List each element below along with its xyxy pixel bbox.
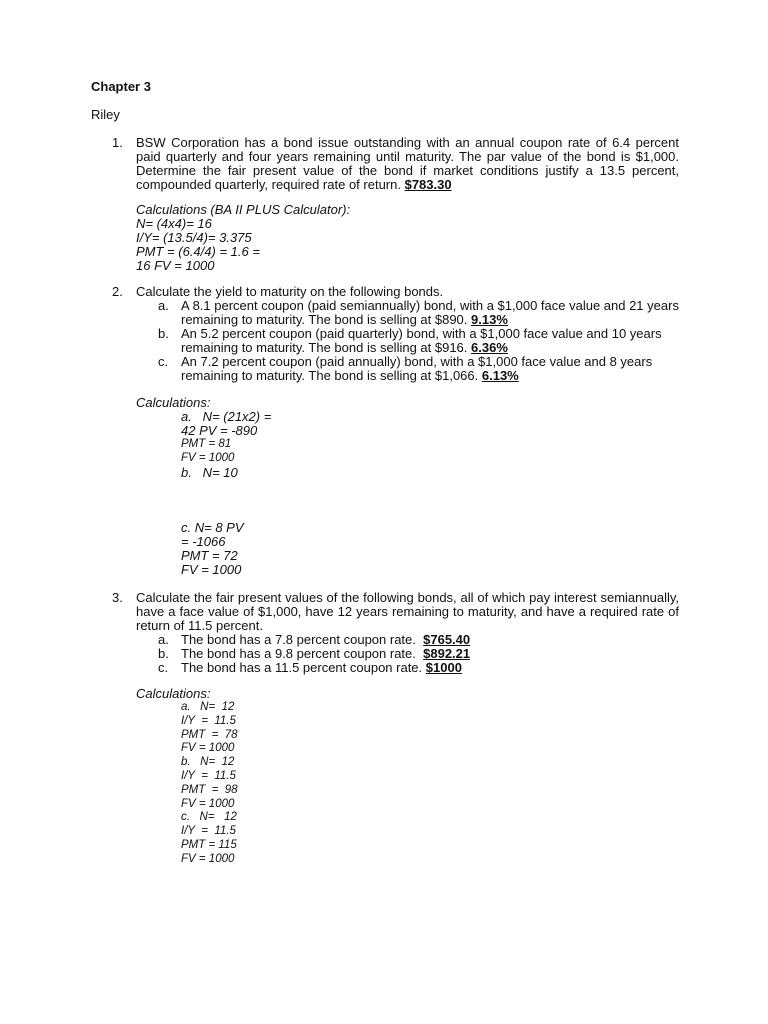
sub-question-c: c. The bond has a 11.5 percent coupon rate. $1000 [158,660,462,675]
calc-line: I/Y= (13.5/4)= 3.375 [136,230,252,245]
sub-question-a: a. The bond has a 7.8 percent coupon rate. $765.40 [158,632,471,647]
question-number: 3. [112,590,123,605]
sub-question-b: b. An 5.2 percent coupon (paid quarterly) bond, with a $1,000 face value and 10 years remaining to maturity. The bond is selling at $916. 6.36% [158,326,662,355]
answer: $765.40 [423,632,471,647]
author-name: Riley [91,107,120,122]
answer: 6.13% [481,368,519,383]
calc-label: Calculations: [136,686,211,701]
question-3 [112,591,679,675]
sub-question-b: b. The bond has a 9.8 percent coupon rate. $892.21 [158,646,471,661]
question-text: Calculate the yield to maturity on the following bonds. [136,284,444,299]
calculations-2a: a. N= (21x2) = 42 PV = -890 [181,409,272,438]
answer: 9.13% [471,312,508,327]
answer: 6.36% [471,340,508,355]
calc-line: PMT = (6.4/4) = 1.6 = [136,244,260,259]
calc-line: 16 FV = 1000 [136,258,215,273]
answer: $783.30 [404,177,452,192]
sub-question-c: c. An 7.2 percent coupon (paid annually) bond, with a $1,000 face value and 8 years remaining to maturity. The bond is selling at $1,066. 6.13% [158,354,653,383]
calculations-2b: b. N= 10 [181,465,238,480]
calculations-3: a. N= 12 I/Y = 11.5 PMT = 78 FV = 1000 b. N= 12 I/Y = 11.5 PMT = 98 FV = 1000 c. N= 12 I/Y = 11.5 PMT = 115 FV = 1000 [181,701,238,865]
question-number: 1. [112,135,123,150]
calculations-2c: c. N= 8 PV = -1066 PMT = 72 FV = 1000 [181,520,244,577]
chapter-heading: Chapter 3 [91,79,151,94]
answer: $892.21 [423,646,471,661]
calc-label: Calculations (BA II PLUS Calculator): [136,202,351,217]
calc-line: N= (4x4)= 16 [136,216,212,231]
question-2 [112,285,679,383]
question-number: 2. [112,284,123,299]
question-text: BSW Corporation has a bond issue outstanding with an annual coupon rate of 6.4 percent paid quarterly and four years remaining until maturity. The par value of the bond is $1,000. Determine the fair present value of the bond if market conditions justify a 13.5 percent, compounded quarterly, required rate of return. $783.30 [136,135,679,192]
question-1 [112,136,679,192]
calc-label: Calculations: [136,395,211,410]
calculations-2a-cont: PMT = 81 FV = 1000 [181,438,235,464]
calculations-1 [136,203,350,273]
answer: $1000 [425,660,462,675]
sub-question-a: a. A 8.1 percent coupon (paid semiannually) bond, with a $1,000 face value and 21 years remaining to maturity. The bond is selling at $890. 9.13% [158,298,679,327]
question-text: Calculate the fair present values of the following bonds, all of which pay interest semiannually, have a face value of $1,000, have 12 years remaining to maturity, and have a required rate of return of 11.5 percent. [136,590,679,633]
